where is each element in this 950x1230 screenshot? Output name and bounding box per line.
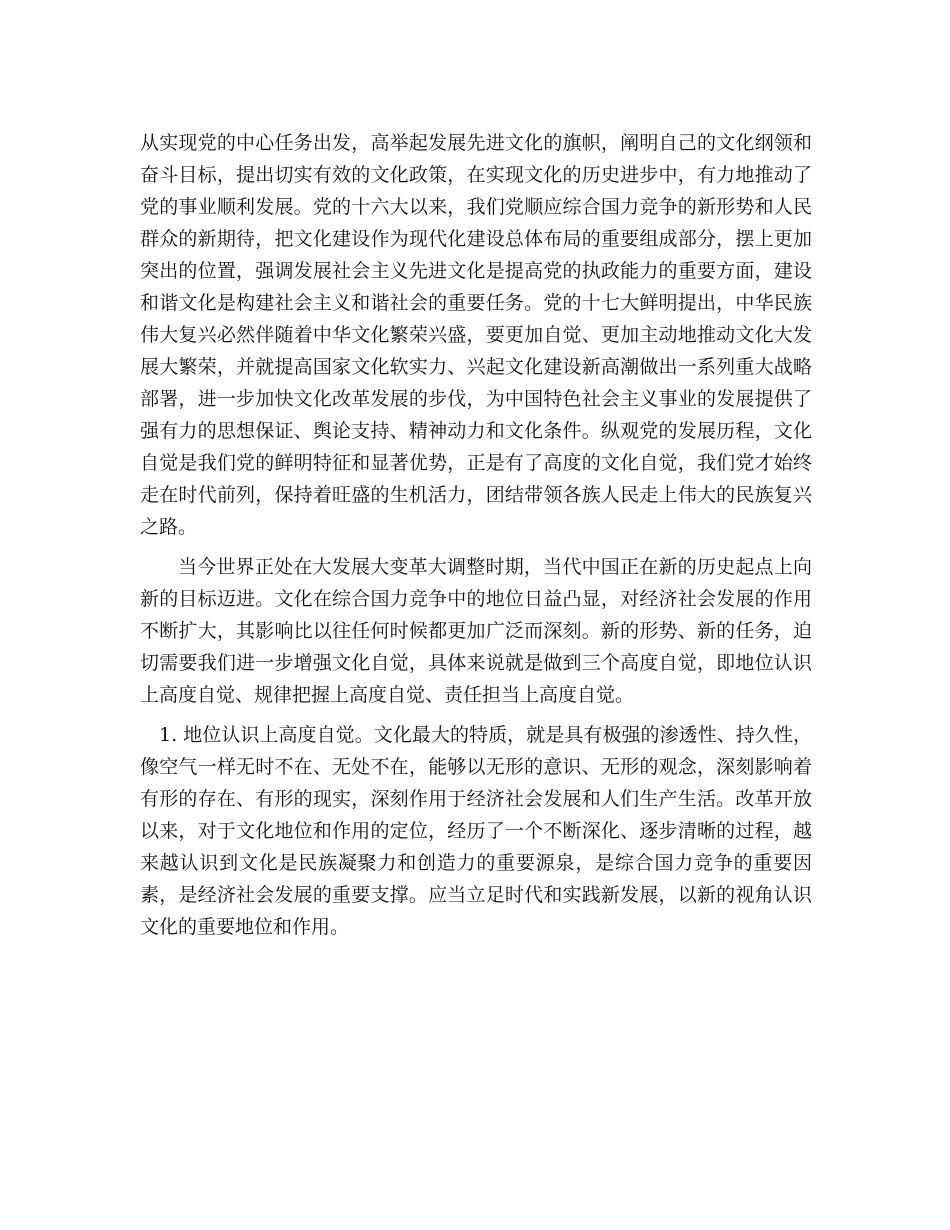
document-body — [140, 127, 812, 943]
paragraph-current-era: 当今世界正处在大发展大变革大调整时期，当代中国正在新的历史起点上向新的目标迈进。文化在综合国力竞争中的地位日益凸显，对经济社会发展的作用不断扩大，其影响比以往任何时候都更加广泛而深刻。新的形势、新的任务，迫切需要我们进一步增强文化自觉，具体来说就是做到三个高度自觉，即地位认识上高度自觉、规律把握上高度自觉、责任担当上高度自觉。 — [140, 556, 812, 706]
paragraph-party-cultural-consciousness: 从实现党的中心任务出发，高举起发展先进文化的旗帜，阐明自己的文化纲领和奋斗目标，提出切实有效的文化政策，在实现文化的历史进步中，有力地推动了党的事业顺利发展。党的十六大以来，我们党顺应综合国力竞争的新形势和人民群众的新期待，把文化建设作为现代化建设总体布局的重要组成部分，摆上更加突出的位置，强调发展社会主义先进文化是提高党的执政能力的重要方面，建设和谐文化是构建社会主义和谐社会的重要任务。党的十七大鲜明提出，中华民族伟大复兴必然伴随着中华文化繁荣兴盛，要更加自觉、更加主动地推动文化大发展大繁荣，并就提高国家文化软实力、兴起文化建设新高潮做出一系列重大战略部署，进一步加快文化改革发展的步伐，为中国特色社会主义事业的发展提供了强有力的思想保证、舆论支持、精神动力和文化条件。纵观党的发展历程，文化自觉是我们党的鲜明特征和显著优势，正是有了高度的文化自觉，我们党才始终走在时代前列，保持着旺盛的生机活力，团结带领各族人民走上伟大的民族复兴之路。 — [140, 132, 812, 538]
paragraph-position-awareness: 1. 地位认识上高度自觉。文化最大的特质，就是具有极强的渗透性、持久性，像空气一样无时不在、无处不在，能够以无形的意识、无形的观念，深刻影响着有形的存在、有形的现实，深刻作用于经济社会发展和人们生产生活。改革开放以来，对于文化地位和作用的定位，经历了一个不断深化、逐步清晰的过程，越来越认识到文化是民族凝聚力和创造力的重要源泉，是综合国力竞争的重要因素，是经济社会发展的重要支撑。应当立足时代和实践新发展，以新的视角认识文化的重要地位和作用。 — [140, 724, 812, 938]
